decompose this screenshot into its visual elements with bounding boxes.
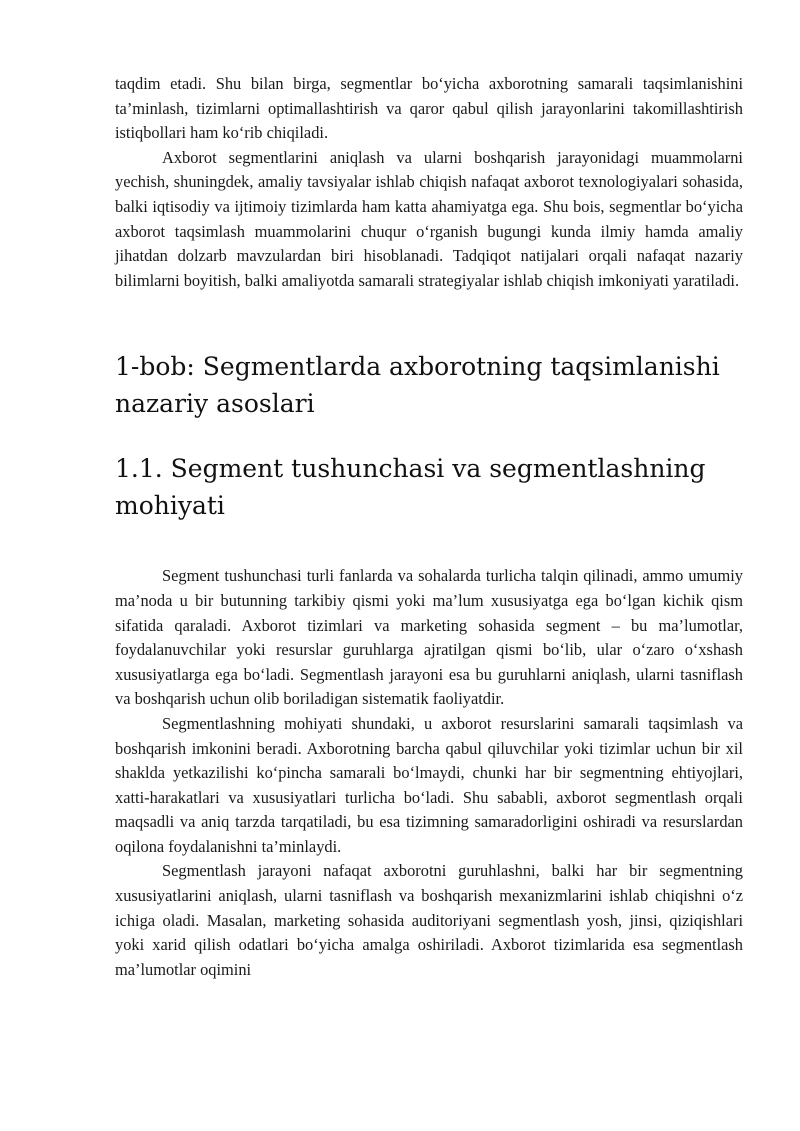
body-paragraph: Segmentlash jarayoni nafaqat axborotni guruhlashni, balki har bir segmentning xususiyatlarini aniqlash, ularni tasniflash va boshqarish mexanizmlarini ishlab chiqishni o‘z ichiga oladi. Masalan, marketing sohasida auditoriyani segmentlash yosh, jinsi, qiziqishlari yoki xarid qilish odatlari bo‘yicha amalga oshiriladi. Axborot tizimlarida esa segmentlash ma’lumotlar oqimini <box>115 861 743 979</box>
section-heading: 1.1. Segment tushunchasi va segmentlashning mohiyati <box>115 454 706 521</box>
body-paragraph: Segmentlashning mohiyati shundaki, u axborot resurslarini samarali taqsimlash va boshqarish imkonini beradi. Axborotning barcha qabul qiluvchilar yoki tizimlar uchun bir xil shaklda yetkazilishi ko‘pincha samarali bo‘lmaydi, chunki har bir segmentning ehtiyojlari, xatti-harakatlari va xususiyatlari turlicha bo‘ladi. Shu sababli, axborot segmentlash orqali maqsadli va aniq tarzda tarqatiladi, bu esa tizimning samaradorligini oshiradi va resurslardan oqilona foydalanishni ta’minlaydi. <box>115 713 743 856</box>
document-page <box>115 72 743 982</box>
body-paragraph: Axborot segmentlarini aniqlash va ularni boshqarish jarayonidagi muammolarni yechish, shuningdek, amaliy tavsiyalar ishlab chiqish nafaqat axborot texnologiyalari sohasida, balki iqtisodiy va ijtimoiy tizimlarda ham katta ahamiyatga ega. Shu bois, segmentlar bo‘yicha axborot taqsimlash muammolarini chuqur o‘rganish bugungi kunda ilmiy hamda amaliy jihatdan dolzarb mavzulardan biri hisoblanadi. Tadqiqot natijalari orqali nafaqat nazariy bilimlarni boyitish, balki amaliyotda samarali strategiyalar ishlab chiqish imkoniyati yaratiladi. <box>115 147 743 290</box>
chapter-heading: 1-bob: Segmentlarda axborotning taqsimlanishi nazariy asoslari <box>115 352 720 419</box>
body-paragraph: Segment tushunchasi turli fanlarda va sohalarda turlicha talqin qilinadi, ammo umumiy ma’noda u bir butunning tarkibiy qismi yoki ma’lum xususiyatga ega bo‘lgan kichik qism sifatida qaraladi. Axborot tizimlari va marketing sohasida segment – bu ma’lumotlar, foydalanuvchilar yoki resurslar guruhlarga ajratilgan qismi bo‘lib, ular o‘zaro o‘xshash xususiyatlarga ega bo‘ladi. Segmentlash jarayoni esa bu guruhlarni aniqlash, ularni tasniflash va boshqarish uchun olib boriladigan sistematik faoliyatdir. <box>115 566 743 709</box>
body-paragraph: taqdim etadi. Shu bilan birga, segmentlar bo‘yicha axborotning samarali taqsimlanishini ta’minlash, tizimlarni optimallashtirish va qaror qabul qilish jarayonlarini takomillashtirish istiqbollari ham ko‘rib chiqiladi. <box>115 74 743 143</box>
